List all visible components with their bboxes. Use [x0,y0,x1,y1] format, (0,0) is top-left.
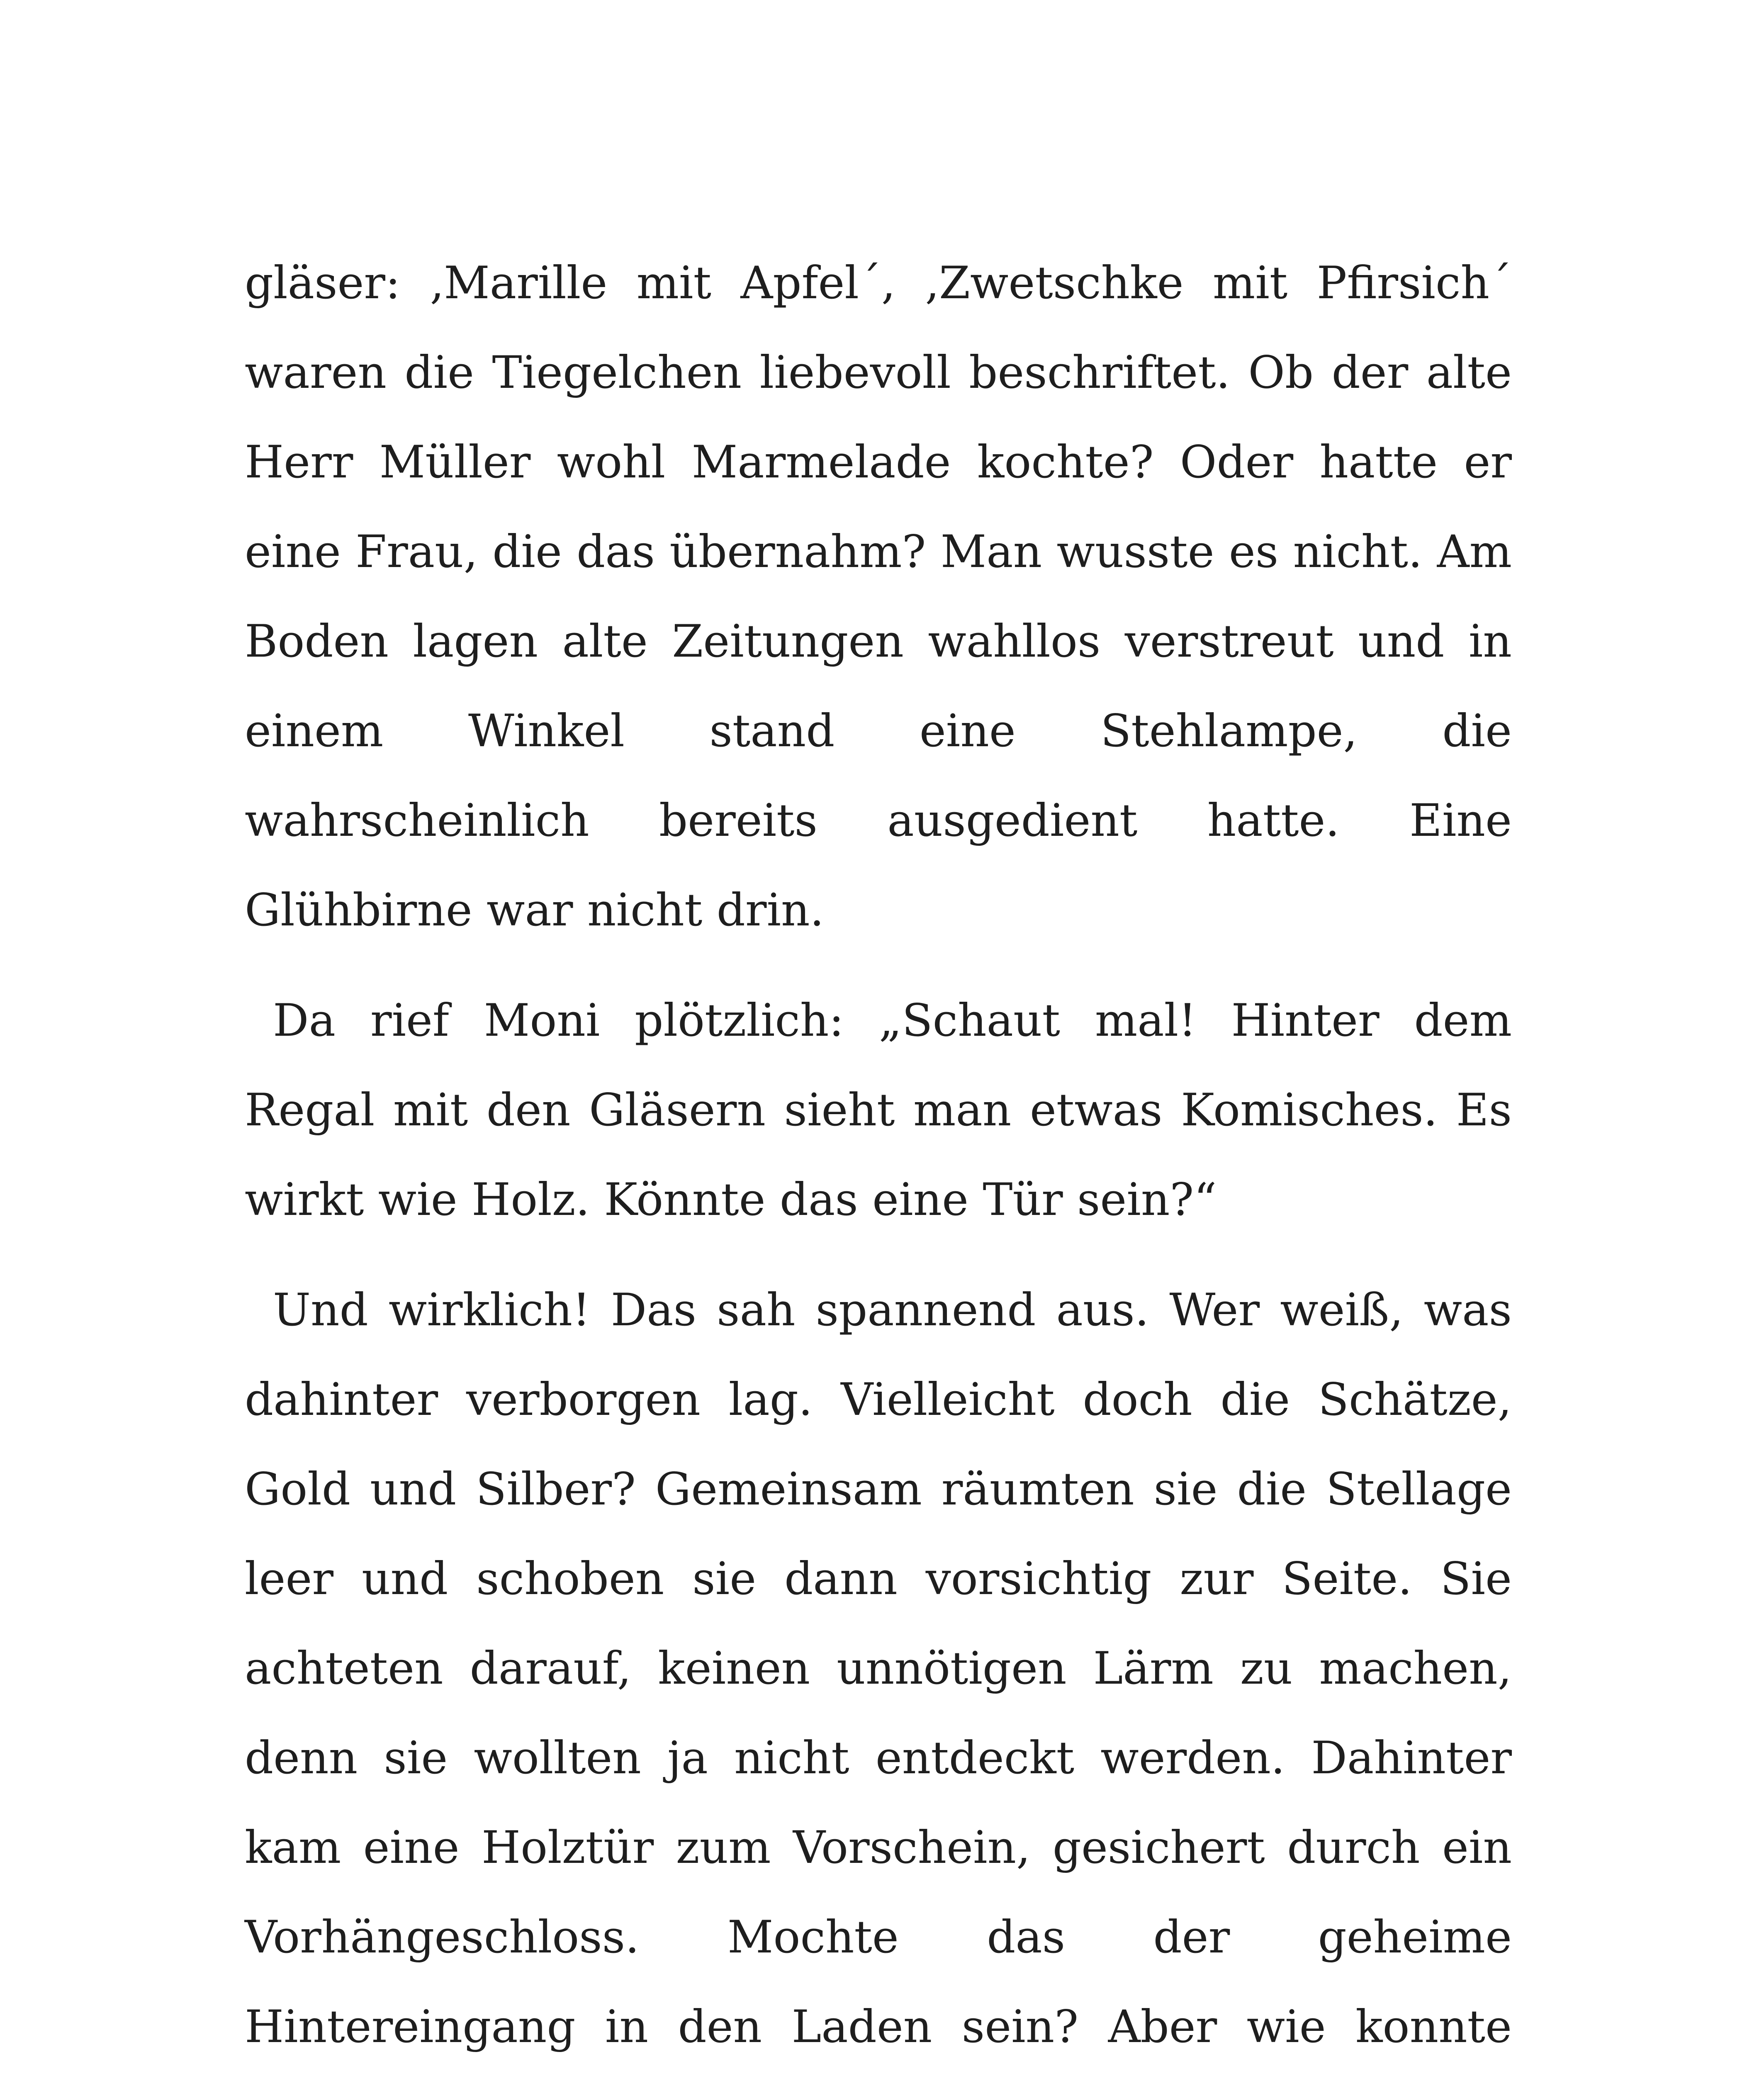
body-text [245,239,1512,2074]
paragraph-3: Und wirklich! Das sah spannend aus. Wer weiß, was dahinter verborgen lag. Vielleicht doch die Schätze, Gold und Silber? Gemeinsam räumten sie die Stellage leer und schoben sie dann vorsichtig zur Seite. Sie achteten darauf, keinen unnötigen Lärm zu machen, denn sie wollten ja nicht entdeckt werden. Dahinter kam eine Holztür zum Vorschein, gesichert durch ein Vorhängeschloss. Mochte das der geheime Hintereingang in den Laden sein? Aber wie konnte [245,1284,1512,2053]
paragraph-1: gläser: ‚Marille mit Apfel´, ‚Zwetschke mit Pfirsich´ waren die Tiegelchen liebevoll beschriftet. Ob der alte Herr Müller wohl Marmelade kochte? Oder hatte er eine Frau, die das übernahm? Man wusste es nicht. Am Boden lagen alte Zeitungen wahllos verstreut und in einem Winkel stand eine Stehlampe, die wahrscheinlich bereits ausgedient hatte. Eine Glühbirne war nicht drin. [245,257,1512,936]
paragraph-2: Da rief Moni plötzlich: „Schaut mal! Hinter dem Regal mit den Gläsern sieht man etwas Komisches. Es wirkt wie Holz. Könnte das eine Tür sein?“ [245,995,1512,1226]
